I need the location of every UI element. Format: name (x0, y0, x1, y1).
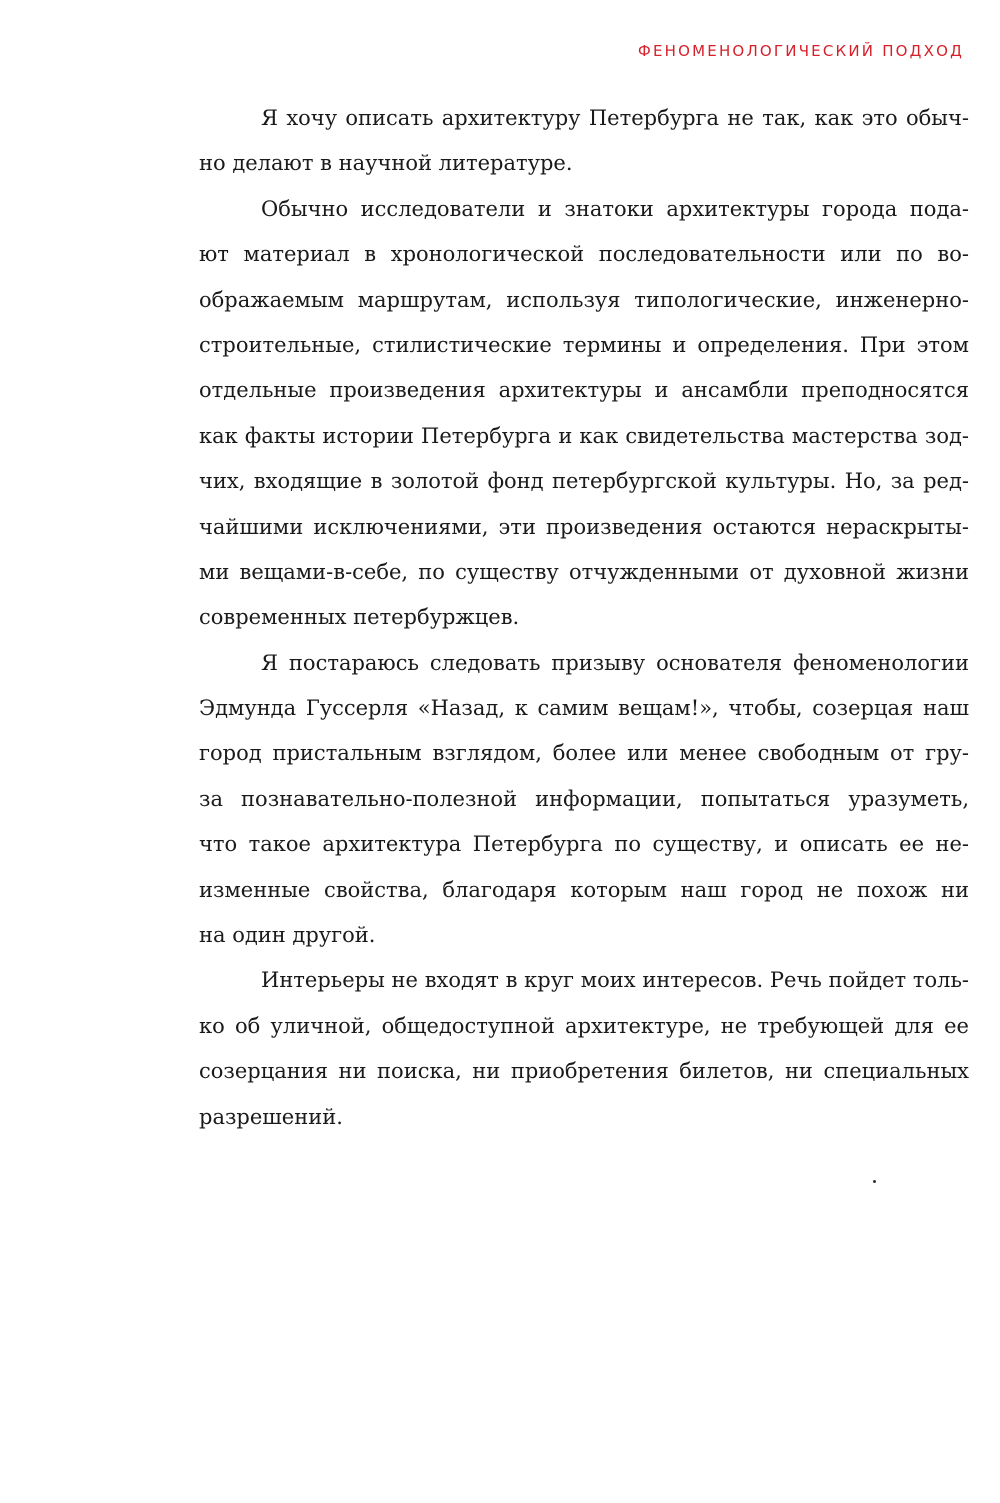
text-line: строительные, стилистические термины и определения. При этом (199, 332, 969, 357)
stray-dot-mark (873, 1180, 876, 1183)
text-line: отдельные произведения архитектуры и ансамбли преподносятся (199, 378, 969, 403)
text-line: Интерьеры не входят в круг моих интересов. Речь пойдет толь- (261, 968, 969, 993)
text-line: Я хочу описать архитектуру Петербурга не так, как это обыч- (261, 106, 969, 130)
text-line: Обычно исследователи и знатоки архитектуры города пода- (261, 196, 969, 221)
text-line: чих, входящие в золотой фонд петербургской культуры. Но, за ред- (199, 469, 969, 494)
text-line: чайшими исключениями, эти произведения остаются нераскрыты- (199, 514, 969, 539)
text-line: ко об уличной, общедоступной архитектуре, не требующей для ее (199, 1013, 969, 1038)
text-line: созерцания ни поиска, ни приобретения билетов, ни специальных (199, 1059, 969, 1084)
text-line: разрешений. (199, 1104, 343, 1129)
text-line: на один другой. (199, 923, 376, 948)
text-line: но делают в научной литературе. (199, 151, 573, 176)
paragraph-1 (199, 96, 969, 187)
paragraph-3 (199, 641, 969, 959)
text-line: Я постараюсь следовать призыву основателя феноменологии (261, 650, 969, 675)
text-line: современных петербуржцев. (199, 605, 520, 630)
text-line: Эдмунда Гуссерля «Назад, к самим вещам!», чтобы, созерцая наш (199, 696, 969, 721)
paragraph-4 (199, 958, 969, 1140)
paragraph-2 (199, 187, 969, 641)
text-line: как факты истории Петербурга и как свидетельства мастерства зод- (199, 423, 969, 448)
body-text (199, 96, 969, 1140)
text-line: что такое архитектура Петербурга по существу, и описать ее не- (199, 832, 969, 857)
text-line: ют материал в хронологической последовательности или по во- (199, 242, 969, 267)
running-head: ФЕНОМЕНОЛОГИЧЕСКИЙ ПОДХОД (637, 42, 964, 60)
text-line: ми вещами-в-себе, по существу отчужденными от духовной жизни (199, 559, 969, 584)
text-line: изменные свойства, благодаря которым наш город не похож ни (199, 877, 969, 902)
text-line: город пристальным взглядом, более или менее свободным от гру- (199, 741, 969, 766)
text-line: ображаемым маршрутам, используя типологические, инженерно- (199, 287, 969, 312)
text-line: за познавательно-полезной информации, попытаться уразуметь, (199, 786, 969, 811)
